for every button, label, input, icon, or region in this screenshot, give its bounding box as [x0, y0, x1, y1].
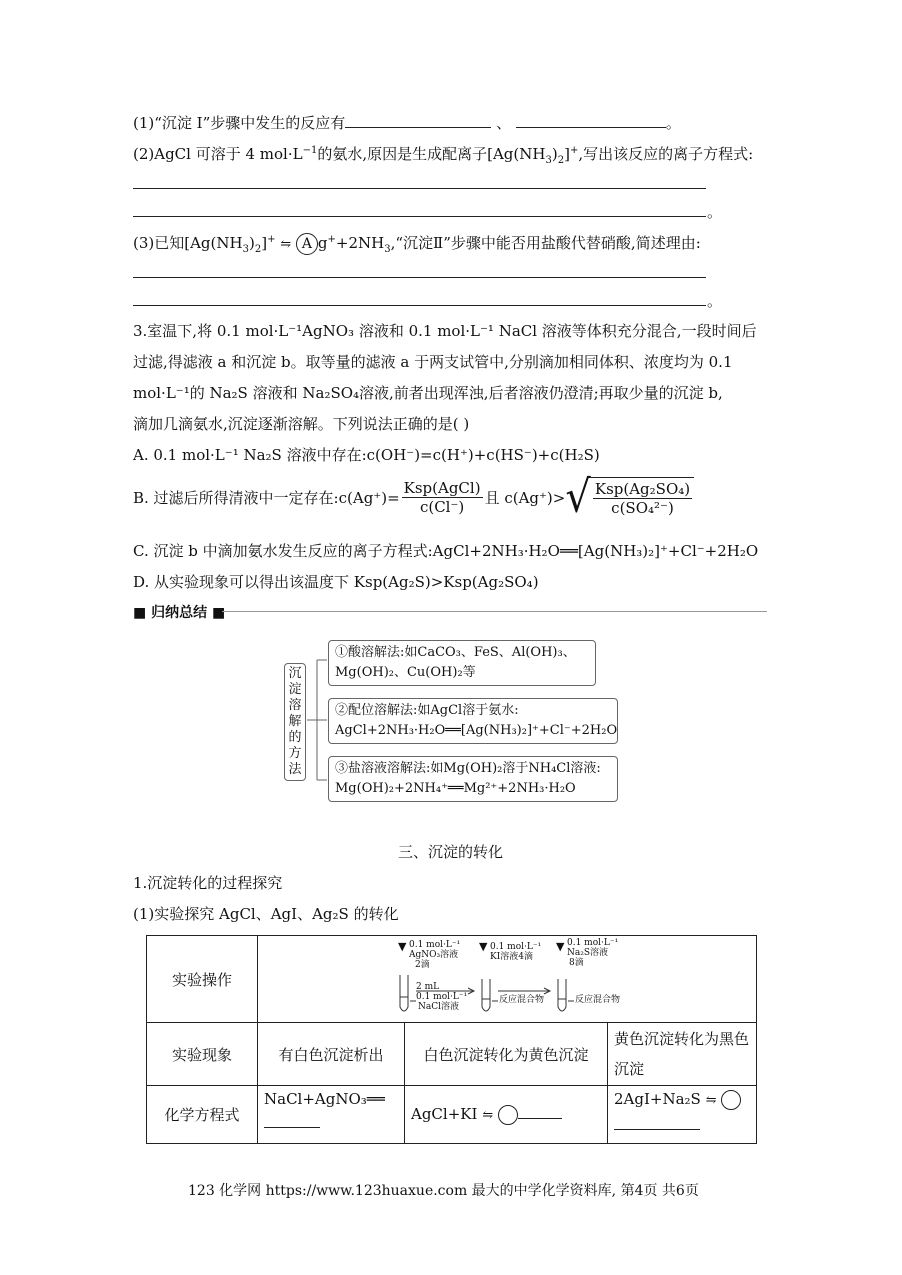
row-label-operation: 实验操作	[147, 936, 258, 1023]
square-bullet-icon: ■	[211, 605, 226, 621]
section-title: 三、沉淀的转化	[398, 843, 504, 861]
reversible-arrow-icon: ⇋	[705, 1093, 717, 1108]
option-b[interactable]: B. 过滤后所得清液中一定存在:c(Ag⁺)= $\frac{\text{Ksp(AgCl)}}{c(Cl^-)}$ 且 c(Ag⁺)> √ $\frac{\text{Ksp(Ag₂SO₄)}}{\text{c(SO₄²⁻)}}$	[133, 477, 694, 517]
answer-line[interactable]	[133, 216, 706, 217]
answer-blank[interactable]	[614, 1128, 700, 1130]
equation-cell: 2AgI+Na₂S ⇋	[608, 1086, 757, 1144]
bracket	[305, 650, 329, 790]
method-box-salt: ③盐溶液溶解法:如Mg(OH)₂溶于NH₄Cl溶液: Mg(OH)₂+2NH₄⁺══Mg²⁺+2NH₃·H₂O	[328, 756, 618, 802]
reversible-arrow-icon: ⇋	[482, 1107, 494, 1123]
answer-blank[interactable]	[345, 126, 491, 128]
answer-line[interactable]	[133, 305, 706, 306]
question-3-line3: mol·L⁻¹的 Na₂S 溶液和 Na₂SO₄溶液,前者出现浑浊,后者溶液仍澄清;再取少量的沉淀 b,	[133, 384, 723, 402]
experiment-diagram: ▼ 0.1 mol·L⁻¹ AgNO₃溶液 2滴 ▼ 0.1 mol·L⁻¹ KI溶液4滴 ▼ 0.1 mol·L⁻¹ Na₂S溶液 8滴 2 mL 0.1 mol·L⁻¹ NaCl溶液 反应混合物 反应混合物	[258, 936, 757, 1023]
answer-circle[interactable]: A	[296, 233, 318, 255]
question-1-1: (1)“沉淀 Ⅰ”步骤中发生的反应有 、 。	[133, 114, 681, 132]
end-mark: 。	[707, 292, 723, 310]
question-3-line2: 过滤,得滤液 a 和沉淀 b。取等量的滤液 a 于两支试管中,分别滴加相同体积、浓度均为 0.1	[133, 353, 733, 371]
answer-circle[interactable]	[498, 1105, 518, 1125]
equation-cell: NaCl+AgNO₃══	[258, 1086, 405, 1144]
answer-line[interactable]	[133, 188, 706, 189]
row-label-phenomenon: 实验现象	[147, 1023, 258, 1086]
end-mark: 。	[707, 203, 723, 221]
summary-side-label: 沉淀溶解的方法	[284, 663, 306, 781]
phenomenon-cell: 黄色沉淀转化为黑色沉淀	[608, 1023, 757, 1086]
fraction-ksp-agcl: $\frac{\text{Ksp(AgCl)}}{c(Cl^-)}$	[403, 478, 481, 516]
question-1-3: (3)已知$[Ag(NH_3)_2]^+$ ⇋ A $g^++2NH_3,“$沉淀Ⅱ”步骤中能否用盐酸代替硝酸,简述理由:	[133, 234, 701, 255]
question-1-2: (2)AgCl 可溶于 4 $mol\cdot L^{-1}$的氨水,原因是生成配离子$[Ag(NH_3)_2]^+$,写出该反应的离子方程式:	[133, 145, 754, 166]
summary-heading: ■ 归纳总结 ■	[133, 605, 226, 621]
square-bullet-icon: ■	[133, 605, 147, 621]
equation-cell: AgCl+KI ⇋	[405, 1086, 608, 1144]
dropper-icon: ▼	[479, 940, 488, 953]
sqrt-icon: √	[565, 471, 591, 523]
dropper-icon: ▼	[398, 940, 407, 953]
reversible-arrow-icon: ⇋	[280, 237, 292, 252]
subsection-title: (1)实验探究 AgCl、AgI、Ag₂S 的转化	[133, 905, 399, 923]
answer-line[interactable]	[133, 277, 706, 278]
sqrt-expression: √ $\frac{\text{Ksp(Ag₂SO₄)}}{\text{c(SO₄²⁻)}}$	[565, 477, 694, 517]
experiment-table	[146, 935, 757, 1144]
option-d[interactable]: D. 从实验现象可以得出该温度下 Ksp(Ag₂S)>Ksp(Ag₂SO₄)	[133, 573, 539, 591]
row-label-equation: 化学方程式	[147, 1086, 258, 1144]
phenomenon-cell: 有白色沉淀析出	[258, 1023, 405, 1086]
question-3-line4: 滴加几滴氨水,沉淀逐渐溶解。下列说法正确的是( )	[133, 415, 470, 433]
answer-blank[interactable]	[264, 1126, 320, 1128]
divider	[222, 611, 767, 612]
phenomenon-cell: 白色沉淀转化为黄色沉淀	[405, 1023, 608, 1086]
method-box-acid: ①酸溶解法:如CaCO₃、FeS、Al(OH)₃、 Mg(OH)₂、Cu(OH)₂等	[328, 640, 596, 686]
subsection-title: 1.沉淀转化的过程探究	[133, 874, 283, 892]
option-a[interactable]: A. 0.1 mol·L⁻¹ Na₂S 溶液中存在:c(OH⁻)=c(H⁺)+c(HS⁻)+c(H₂S)	[133, 446, 600, 464]
question-3-line1: 3.室温下,将 0.1 mol·L⁻¹AgNO₃ 溶液和 0.1 mol·L⁻¹ NaCl 溶液等体积充分混合,一段时间后	[133, 322, 757, 340]
page-footer: 123 化学网 https://www.123huaxue.com 最大的中学化学资料库, 第4页 共6页	[188, 1183, 699, 1199]
answer-circle[interactable]	[721, 1090, 741, 1110]
option-c[interactable]: C. 沉淀 b 中滴加氨水发生反应的离子方程式:AgCl+2NH₃·H₂O══[Ag(NH₃)₂]⁺+Cl⁻+2H₂O	[133, 542, 759, 560]
answer-blank[interactable]	[518, 1117, 562, 1119]
answer-blank[interactable]	[516, 126, 666, 128]
dropper-icon: ▼	[556, 940, 565, 953]
method-box-complex: ②配位溶解法:如AgCl溶于氨水: AgCl+2NH₃·H₂O══[Ag(NH₃)₂]⁺+Cl⁻+2H₂O	[328, 698, 618, 744]
